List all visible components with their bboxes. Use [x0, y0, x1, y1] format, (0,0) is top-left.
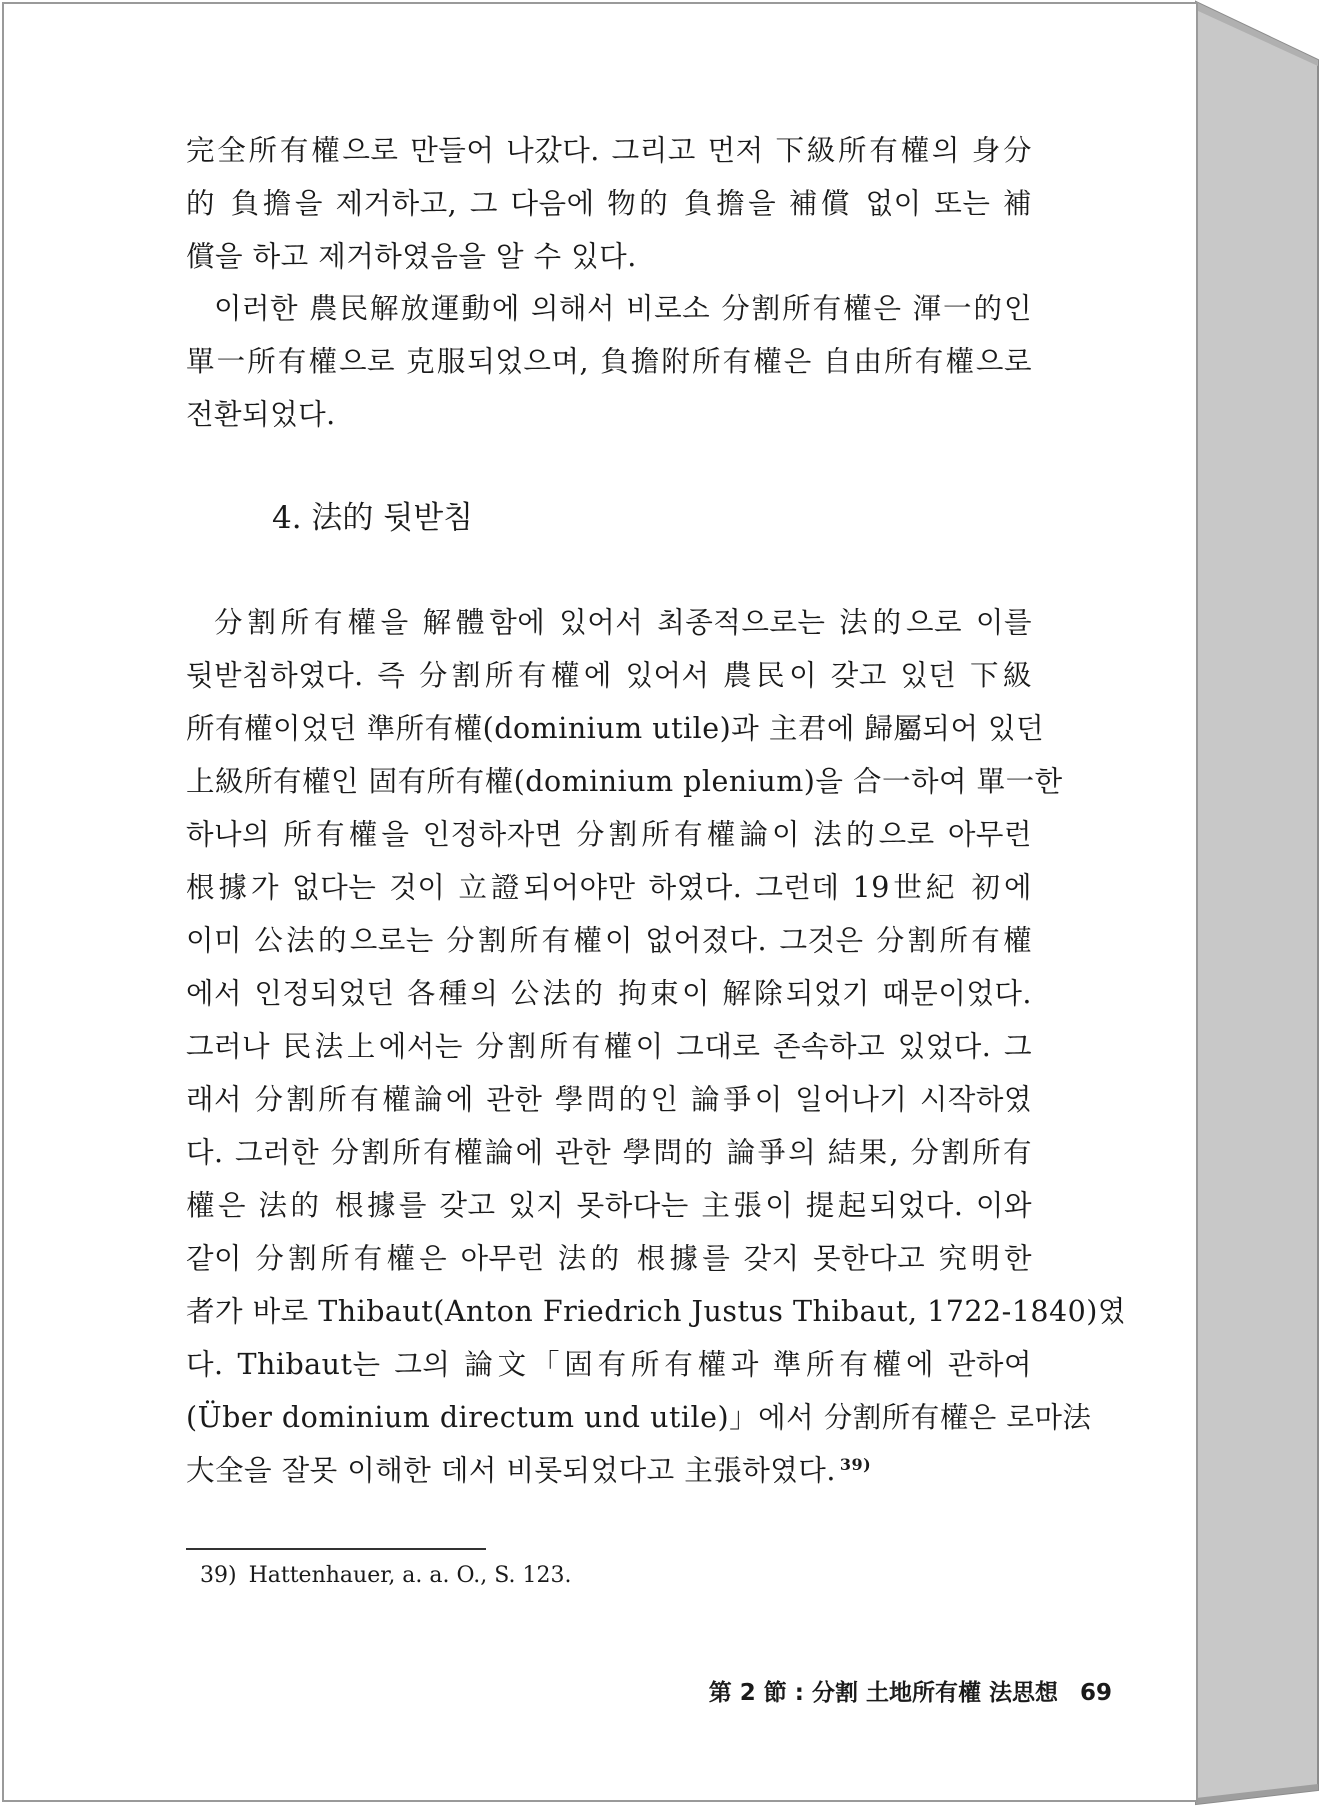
paragraph-line: 的 負擔을 제거하고, 그 다음에 物的 負擔을 補償 없이 또는 補	[186, 187, 1032, 220]
paragraph-2	[186, 282, 1032, 441]
paragraph-line: 에서 인정되었던 各種의 公法的 拘束이 解除되었기 때문이었다.	[186, 977, 1032, 1010]
paragraph-line: 다. 그러한 分割所有權論에 관한 學問的 論爭의 結果, 分割所有	[186, 1136, 1032, 1169]
paragraph-3	[186, 596, 1126, 1497]
running-footer	[709, 1674, 1112, 1707]
paragraph-line: 單一所有權으로 克服되었으며, 負擔附所有權은 自由所有權으로	[186, 345, 1032, 378]
paragraph-line: 者가 바로 Thibaut(Anton Friedrich Justus Thibaut, 1722-1840)였	[186, 1295, 1126, 1328]
footnote-number: 39)	[200, 1563, 237, 1588]
footnote	[200, 1556, 572, 1596]
paragraph-line: 그러나 民法上에서는 分割所有權이 그대로 존속하고 있었다. 그	[186, 1030, 1032, 1063]
paragraph-line: 完全所有權으로 만들어 나갔다. 그리고 먼저 下級所有權의 身分	[186, 134, 1032, 167]
paragraph-line: (Über dominium directum und utile)」에서 分割所有權은 로마法	[186, 1401, 1092, 1434]
paragraph-line-final	[186, 1444, 1032, 1497]
footnote-reference[interactable]: 39)	[839, 1454, 872, 1474]
paragraph-line: 뒷받침하였다. 즉 分割所有權에 있어서 農民이 갖고 있던 下級	[186, 659, 1032, 692]
section-heading: 4. 法的 뒷받침	[272, 500, 474, 536]
paragraph-line: 전환되었다.	[186, 398, 336, 431]
paragraph-line: 權은 法的 根據를 갖고 있지 못하다는 主張이 提起되었다. 이와	[186, 1189, 1032, 1222]
paragraph-line: 다. Thibaut는 그의 論文「固有所有權과 準所有權에 관하여	[186, 1348, 1032, 1381]
paragraph-line: 分割所有權을 解體함에 있어서 최종적으로는 法的으로 이를	[214, 606, 1032, 639]
paragraph-line: 所有權이었던 準所有權(dominium utile)과 主君에 歸屬되어 있던	[186, 712, 1045, 745]
paragraph-line: 이미 公法的으로는 分割所有權이 없어졌다. 그것은 分割所有權	[186, 924, 1032, 957]
paragraph-line: 하나의 所有權을 인정하자면 分割所有權論이 法的으로 아무런	[186, 818, 1032, 851]
paragraph-line: 같이 分割所有權은 아무런 法的 根據를 갖지 못한다고 究明한	[186, 1242, 1032, 1275]
paragraph-line: 上級所有權인 固有所有權(dominium plenium)을 合一하여 單一한	[186, 765, 1063, 798]
footnote-text: Hattenhauer, a. a. O., S. 123.	[248, 1563, 572, 1588]
paragraph-line: 根據가 없다는 것이 立證되어야만 하였다. 그런데 19世紀 初에	[186, 871, 1032, 904]
paragraph-line-text: 大全을 잘못 이해한 데서 비롯되었다고 主張하였다.	[186, 1454, 836, 1487]
paragraph-1	[186, 124, 1032, 283]
running-footer-section: 第 2 節 : 分割 土地所有權 法思想	[708, 1680, 1058, 1706]
footnote-divider	[186, 1548, 486, 1550]
paragraph-line: 償을 하고 제거하였음을 알 수 있다.	[186, 240, 637, 273]
paragraph-line: 래서 分割所有權論에 관한 學問的인 論爭이 일어나기 시작하였	[186, 1083, 1032, 1116]
paragraph-line: 이러한 農民解放運動에 의해서 비로소 分割所有權은 渾一的인	[214, 292, 1032, 325]
page-stack-side	[1196, 2, 1318, 1804]
page-number: 69	[1079, 1680, 1112, 1706]
